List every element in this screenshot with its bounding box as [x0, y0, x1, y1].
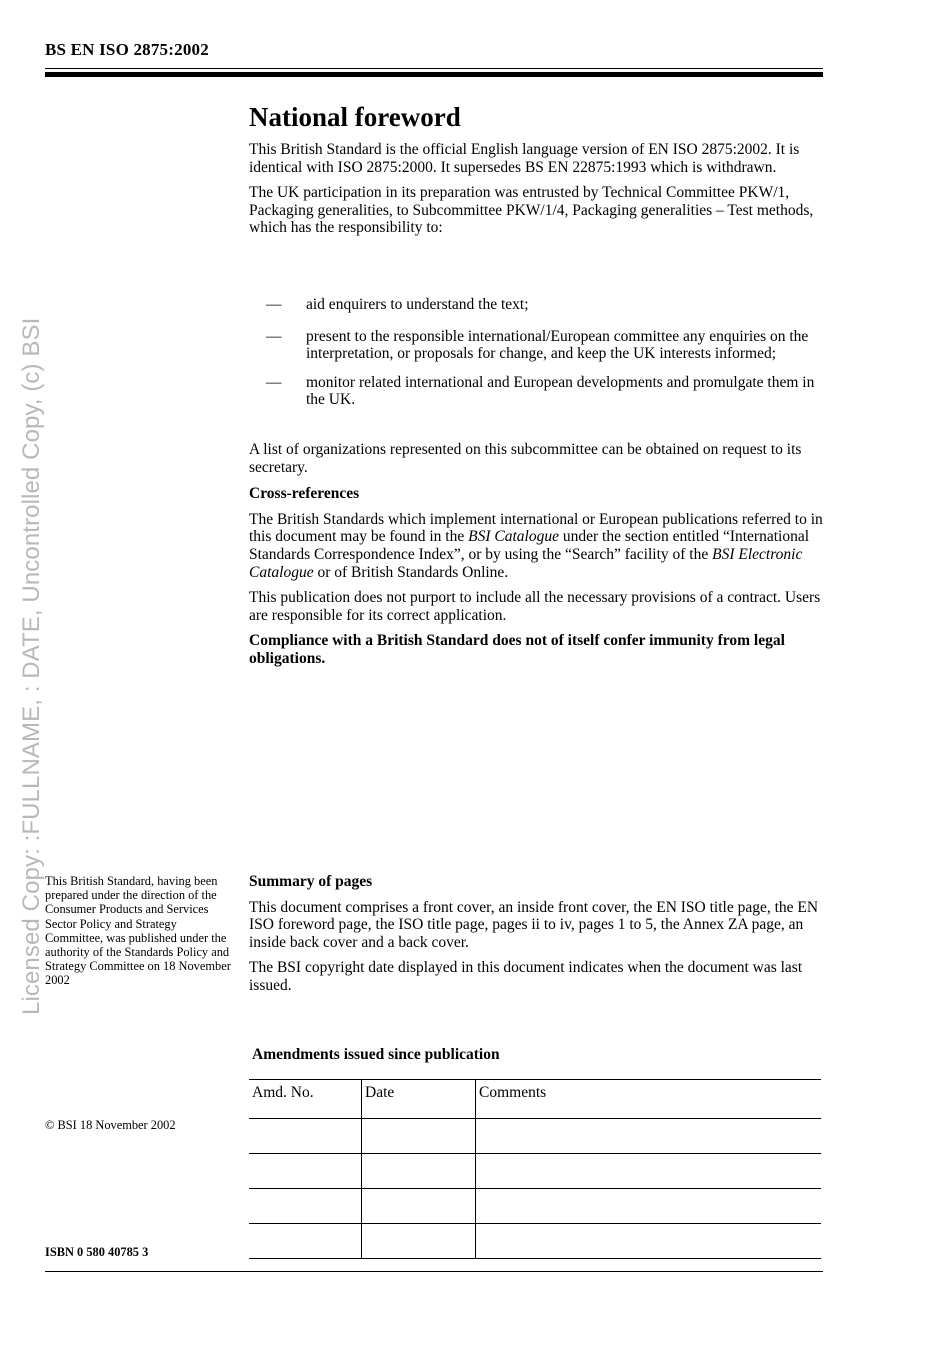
organizations-paragraph: A list of organizations represented on this subcommittee can be obtained on request to its secretary.	[249, 441, 802, 476]
dash-marker: —	[266, 296, 282, 313]
list-item	[266, 374, 826, 409]
list-item-text: aid enquirers to understand the text;	[306, 296, 529, 313]
provisions-paragraph: This publication does not purport to include all the necessary provisions of a contract. Users are responsible for its correct application.	[249, 589, 821, 624]
dash-marker: —	[266, 373, 282, 391]
header-rule-thin	[45, 68, 823, 69]
document-id: BS EN ISO 2875:2002	[45, 40, 209, 59]
foreword-paragraph-1: This British Standard is the official English language version of EN ISO 2875:2002. It is identical with ISO 2875:2000. It supersedes BS EN 22875:1993 which is withdrawn.	[249, 141, 800, 176]
cross-references-paragraph: The British Standards which implement international or European publications referred to in this document may be found in the BSI Catalogue under the section entitled “International Standards Correspondence Index”, or by using the “Search” facility of the BSI Electronic Catalogue or of British Standards Online.	[249, 510, 823, 581]
isbn: ISBN 0 580 40785 3	[45, 1245, 149, 1259]
summary-heading: Summary of pages	[249, 873, 373, 890]
summary-paragraph-1: This document comprises a front cover, an inside front cover, the EN ISO title page, the EN ISO foreword page, the ISO title page, pages ii to iv, pages 1 to 5, the Annex ZA page, an inside back cover and a back cover.	[249, 898, 819, 951]
foreword-continued	[249, 441, 825, 676]
summary-paragraph-2: The BSI copyright date displayed in this document indicates when the document was last issued.	[249, 959, 803, 994]
summary-section	[249, 873, 825, 1003]
header-rule-thick	[45, 72, 823, 77]
list-item-text: present to the responsible international/European committee any enquiries on the interpretation, or proposals for change, and keep the UK interests informed;	[306, 327, 809, 363]
table-row	[249, 1119, 821, 1154]
amendments-heading: Amendments issued since publication	[252, 1046, 500, 1063]
list-item	[266, 328, 826, 363]
list-item-text: monitor related international and European developments and promulgate them in the UK.	[306, 373, 815, 409]
table-row	[249, 1189, 821, 1224]
list-item	[266, 296, 826, 314]
approval-note: This British Standard, having been prepared under the direction of the Consumer Products and Services Sector Policy and Strategy Committee, was published under the authority of the Standards Policy and Strategy Committee on 18 November 2002	[45, 874, 231, 988]
license-watermark: Licensed Copy: :FULLNAME, : DATE, Uncontrolled Copy, (c) BSI	[18, 317, 45, 1015]
table-row	[249, 1224, 821, 1259]
amendments-table	[249, 1079, 821, 1259]
foreword-paragraph-2: The UK participation in its preparation was entrusted by Technical Committee PKW/1, Packaging generalities, to Subcommittee PKW/1/4, Packaging generalities – Test methods, which has the responsibility to:	[249, 184, 814, 237]
cross-references-heading: Cross-references	[249, 485, 360, 503]
column-header-comments: Comments	[476, 1080, 822, 1119]
column-header-amd-no: Amd. No.	[249, 1080, 362, 1119]
table-header-row	[249, 1080, 821, 1119]
dash-marker: —	[266, 327, 282, 345]
compliance-statement: Compliance with a British Standard does not of itself confer immunity from legal obligations.	[249, 632, 785, 667]
footer-rule	[45, 1271, 823, 1272]
page-title: National foreword	[249, 102, 461, 132]
bsi-catalogue-title: BSI Catalogue	[468, 528, 559, 546]
bsi-electronic-catalogue-title: BSI Electronic Catalogue	[249, 545, 803, 581]
responsibility-list	[266, 296, 826, 420]
table-row	[249, 1154, 821, 1189]
copyright-notice: © BSI 18 November 2002	[45, 1118, 176, 1132]
column-header-date: Date	[362, 1080, 476, 1119]
national-foreword-section	[249, 102, 825, 245]
